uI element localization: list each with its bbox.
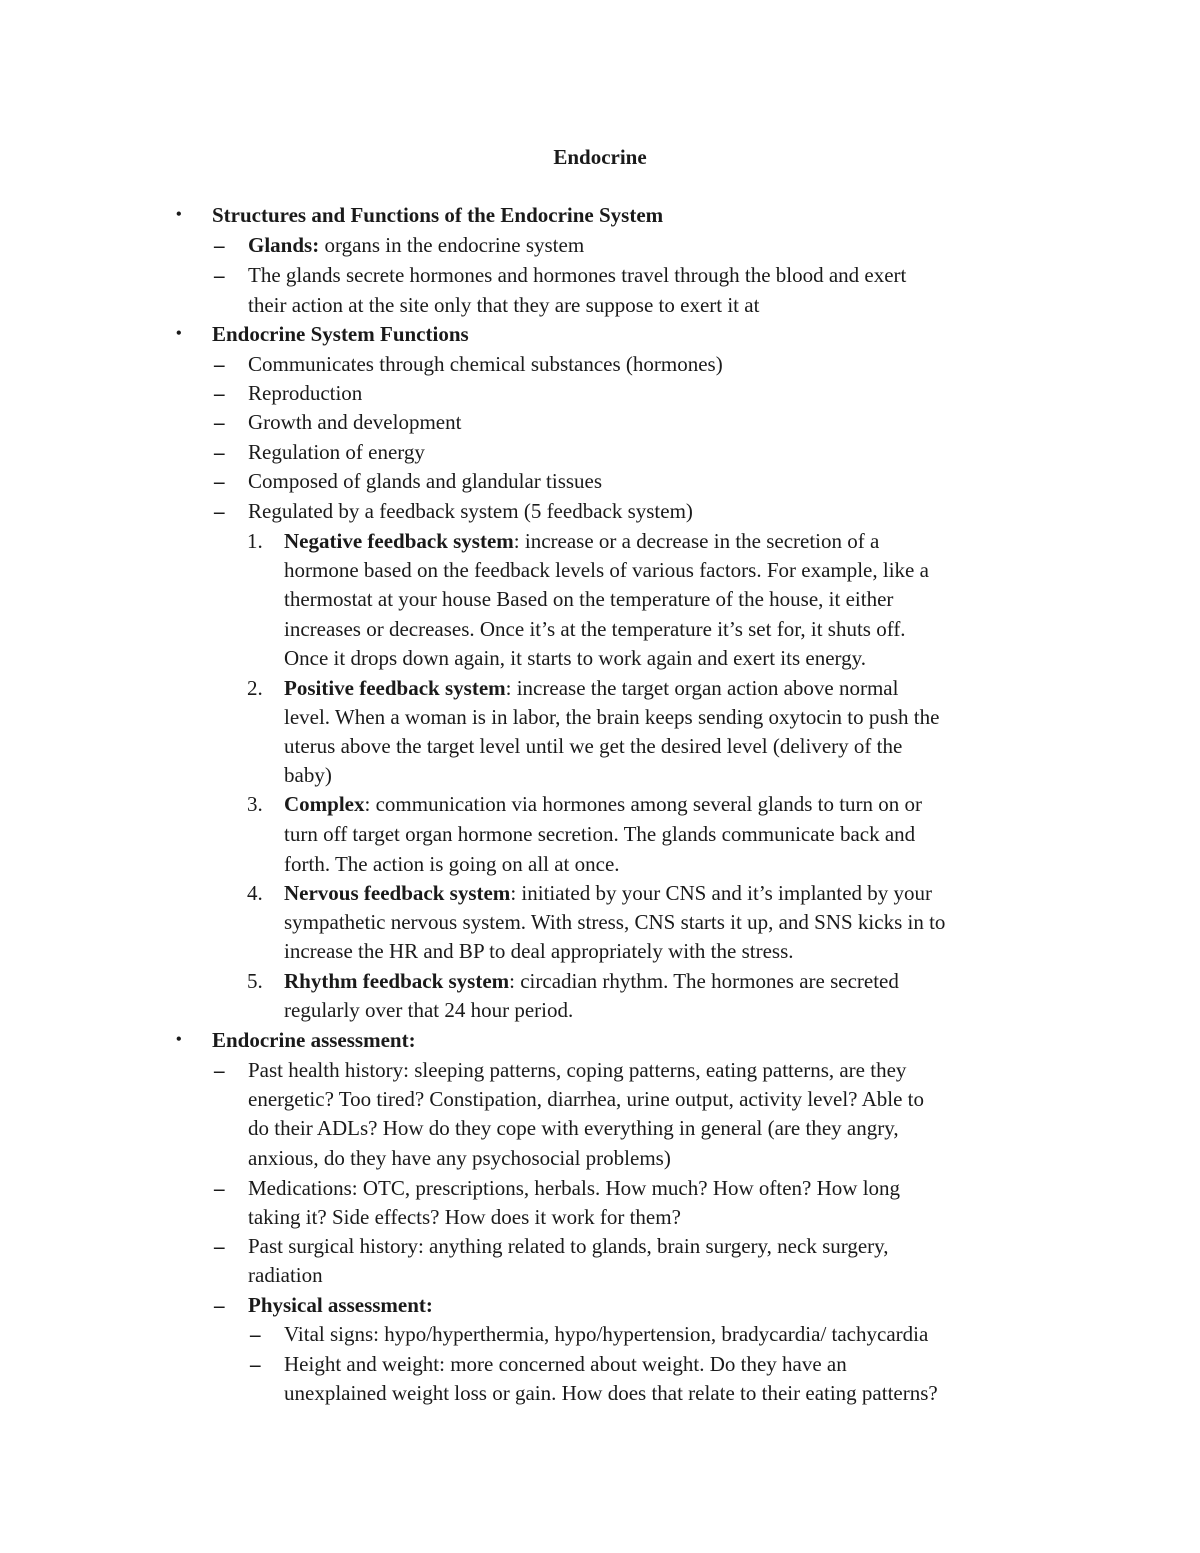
section-heading-assessment: Endocrine assessment: bbox=[212, 1028, 416, 1052]
list-item: Regulated by a feedback system (5 feedback system) bbox=[248, 499, 693, 523]
list-item-line: unexplained weight loss or gain. How does that relate to their eating patterns? bbox=[284, 1381, 938, 1405]
list-item-line: energetic? Too tired? Constipation, diarrhea, urine output, activity level? Able to bbox=[248, 1087, 924, 1111]
list-item: Composed of glands and glandular tissues bbox=[248, 469, 603, 493]
feedback-line: forth. The action is going on all at once. bbox=[284, 852, 620, 876]
list-item-line: Medications: OTC, prescriptions, herbals. How much? How often? How long bbox=[248, 1176, 901, 1200]
list-item: Reproduction bbox=[248, 381, 363, 405]
feedback-line: turn off target organ hormone secretion. The glands communicate back and bbox=[284, 822, 916, 846]
dash-icon: – bbox=[214, 469, 225, 493]
dash-icon: – bbox=[214, 1234, 225, 1258]
list-number: 5. bbox=[247, 969, 263, 993]
feedback-item-complex: Complex: communication via hormones among several glands to turn on or bbox=[284, 792, 923, 816]
list-item-line: Past health history: sleeping patterns, coping patterns, eating patterns, are they bbox=[248, 1058, 907, 1082]
dash-icon: – bbox=[214, 381, 225, 405]
dash-icon: – bbox=[214, 1058, 225, 1082]
dash-icon: – bbox=[214, 1293, 225, 1317]
feedback-line: level. When a woman is in labor, the brain keeps sending oxytocin to push the bbox=[284, 705, 940, 729]
list-item: Growth and development bbox=[248, 410, 462, 434]
list-item-line: The glands secrete hormones and hormones travel through the blood and exert bbox=[248, 263, 907, 287]
list-item: Regulation of energy bbox=[248, 440, 425, 464]
dash-icon: – bbox=[214, 410, 225, 434]
dash-icon: – bbox=[250, 1352, 261, 1376]
feedback-line: regularly over that 24 hour period. bbox=[284, 998, 574, 1022]
feedback-line: uterus above the target level until we get the desired level (delivery of the bbox=[284, 734, 903, 758]
list-number: 4. bbox=[247, 881, 263, 905]
feedback-line: Once it drops down again, it starts to work again and exert its energy. bbox=[284, 646, 867, 670]
dash-icon: – bbox=[214, 1176, 225, 1200]
list-item-glands: Glands: organs in the endocrine system bbox=[248, 233, 585, 257]
subheading-physical-assessment: Physical assessment: bbox=[248, 1293, 433, 1317]
feedback-line: hormone based on the feedback levels of various factors. For example, like a bbox=[284, 558, 929, 582]
feedback-line: sympathetic nervous system. With stress, CNS starts it up, and SNS kicks in to bbox=[284, 910, 946, 934]
list-number: 2. bbox=[247, 676, 263, 700]
dash-icon: – bbox=[214, 233, 225, 257]
page-title: Endocrine bbox=[553, 145, 647, 169]
dash-icon: – bbox=[214, 499, 225, 523]
list-item-line: anxious, do they have any psychosocial problems) bbox=[248, 1146, 671, 1170]
list-item-line: radiation bbox=[248, 1263, 323, 1287]
dash-icon: – bbox=[214, 352, 225, 376]
list-item-line: do their ADLs? How do they cope with everything in general (are they angry, bbox=[248, 1116, 899, 1140]
list-item-line: Height and weight: more concerned about weight. Do they have an bbox=[284, 1352, 847, 1376]
feedback-line: increases or decreases. Once it’s at the temperature it’s set for, it shuts off. bbox=[284, 617, 906, 641]
section-heading-functions: Endocrine System Functions bbox=[212, 322, 469, 346]
dash-icon: – bbox=[214, 263, 225, 287]
list-item-line: Past surgical history: anything related to glands, brain surgery, neck surgery, bbox=[248, 1234, 889, 1258]
dash-icon: – bbox=[214, 440, 225, 464]
feedback-line: thermostat at your house Based on the temperature of the house, it either bbox=[284, 587, 894, 611]
feedback-item-positive: Positive feedback system: increase the target organ action above normal bbox=[284, 676, 899, 700]
list-item-line: Vital signs: hypo/hyperthermia, hypo/hypertension, bradycardia/ tachycardia bbox=[284, 1322, 929, 1346]
list-item: Communicates through chemical substances (hormones) bbox=[248, 352, 723, 376]
list-number: 1. bbox=[247, 529, 263, 553]
feedback-line: baby) bbox=[284, 763, 332, 787]
feedback-item-negative: Negative feedback system: increase or a decrease in the secretion of a bbox=[284, 529, 880, 553]
list-item-line: their action at the site only that they are suppose to exert it at bbox=[248, 293, 760, 317]
list-number: 3. bbox=[247, 792, 263, 816]
bullet-icon: • bbox=[176, 206, 182, 223]
feedback-item-rhythm: Rhythm feedback system: circadian rhythm. The hormones are secreted bbox=[284, 969, 899, 993]
dash-icon: – bbox=[250, 1322, 261, 1346]
bullet-icon: • bbox=[176, 325, 182, 342]
feedback-item-nervous: Nervous feedback system: initiated by your CNS and it’s implanted by your bbox=[284, 881, 933, 905]
feedback-line: increase the HR and BP to deal appropriately with the stress. bbox=[284, 939, 794, 963]
section-heading-structures: Structures and Functions of the Endocrine System bbox=[212, 203, 664, 227]
list-item-line: taking it? Side effects? How does it work for them? bbox=[248, 1205, 681, 1229]
bullet-icon: • bbox=[176, 1031, 182, 1048]
